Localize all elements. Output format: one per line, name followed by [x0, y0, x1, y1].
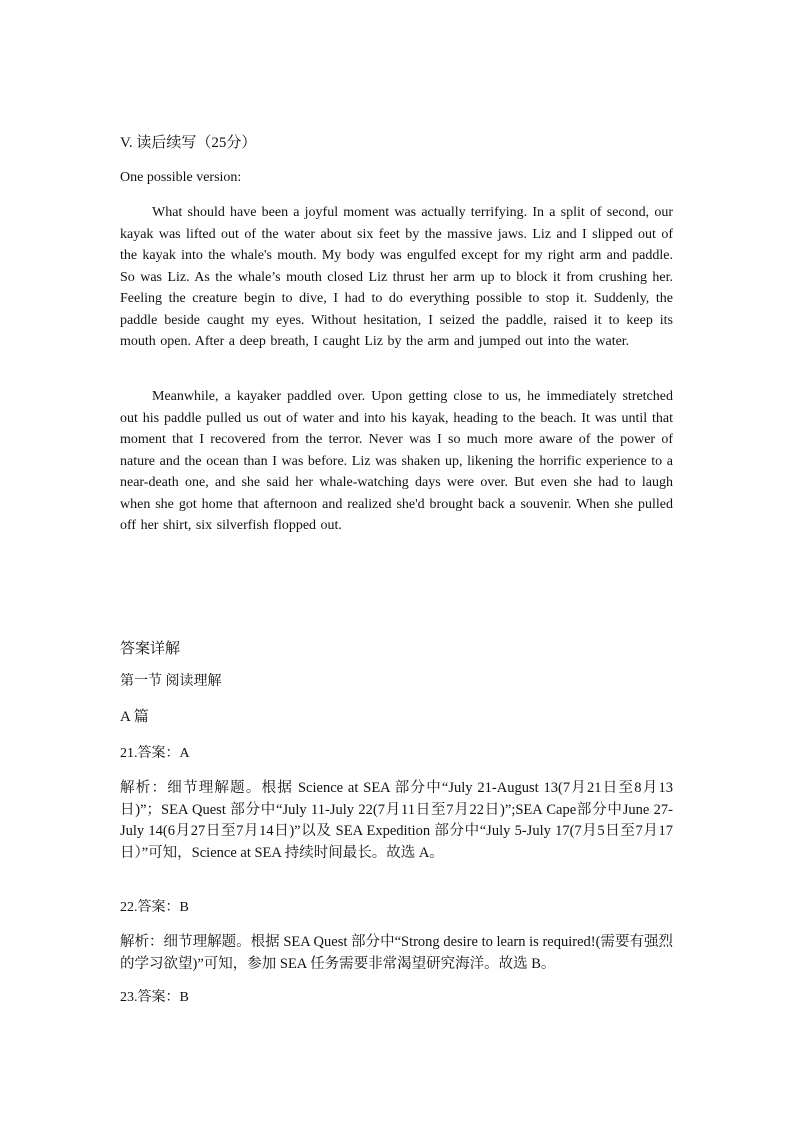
essay-paragraph-1: What should have been a joyful moment was actually terrifying. In a split of second, our kayak was lifted out of the water about six feet by the massive jaws. Liz and I slipped out of the kayak into the whale's mouth. My body was engulfed except for my right arm and paddle. So was Liz. As the whale’s mouth closed Liz thrust her arm up to block it from crushing her. Feeling the creature begin to dive, I had to do everything possible to stop it. Suddenly, the paddle beside caught my eyes. Without hesitation, I seized the paddle, raised it to keep its mouth open. After a deep breath, I caught Liz by the arm and jumped out into the water. [120, 205, 673, 349]
answer-22: 22.答案：B [120, 900, 189, 915]
explanation-21: 解析：细节理解题。根据 Science at SEA 部分中“July 21-August 13(7月21日至8月13日)”；SEA Quest 部分中“July 11-July 22(7月11日至7月22日)”;SEA Cape部分中June 27-July 14(6月27日至7月14日)”以及 SEA Expedition 部分中“July 5-July 17(7月5日至7月17日）”可知，Science at SEA 持续时间最长。故选 A。 [120, 780, 673, 861]
answers-title: 答案详解 [120, 641, 181, 657]
answer-21: 21.答案：A [120, 746, 190, 761]
explanation-22: 解析：细节理解题。根据 SEA Quest 部分中“Strong desire to learn is required!(需要有强烈的学习欲望)”可知，参加 SEA 任务需要非常渴望研究海洋。故选 B。 [120, 934, 673, 972]
part-label: A 篇 [120, 709, 149, 725]
essay-paragraph-2: Meanwhile, a kayaker paddled over. Upon getting close to us, he immediately stretched out his paddle pulled us out of water and into his kayak, heading to the beach. It was until that moment that I recovered from the terror. Never was I so much more aware of the power of nature and the ocean than I was before. Liz was shaken up, likening the horrific experience to a near-death one, and she said her whale-watching days were over. But even she had to laugh when she got home that afternoon and realized she'd brought back a souvenir. When she pulled off her shirt, six silverfish flopped out. [120, 389, 673, 533]
answer-23: 23.答案：B [120, 990, 189, 1005]
section-label: 第一节 阅读理解 [120, 674, 222, 689]
intro-label: One possible version: [120, 170, 242, 185]
section-heading-writing: V. 读后续写（25分） [120, 135, 257, 151]
